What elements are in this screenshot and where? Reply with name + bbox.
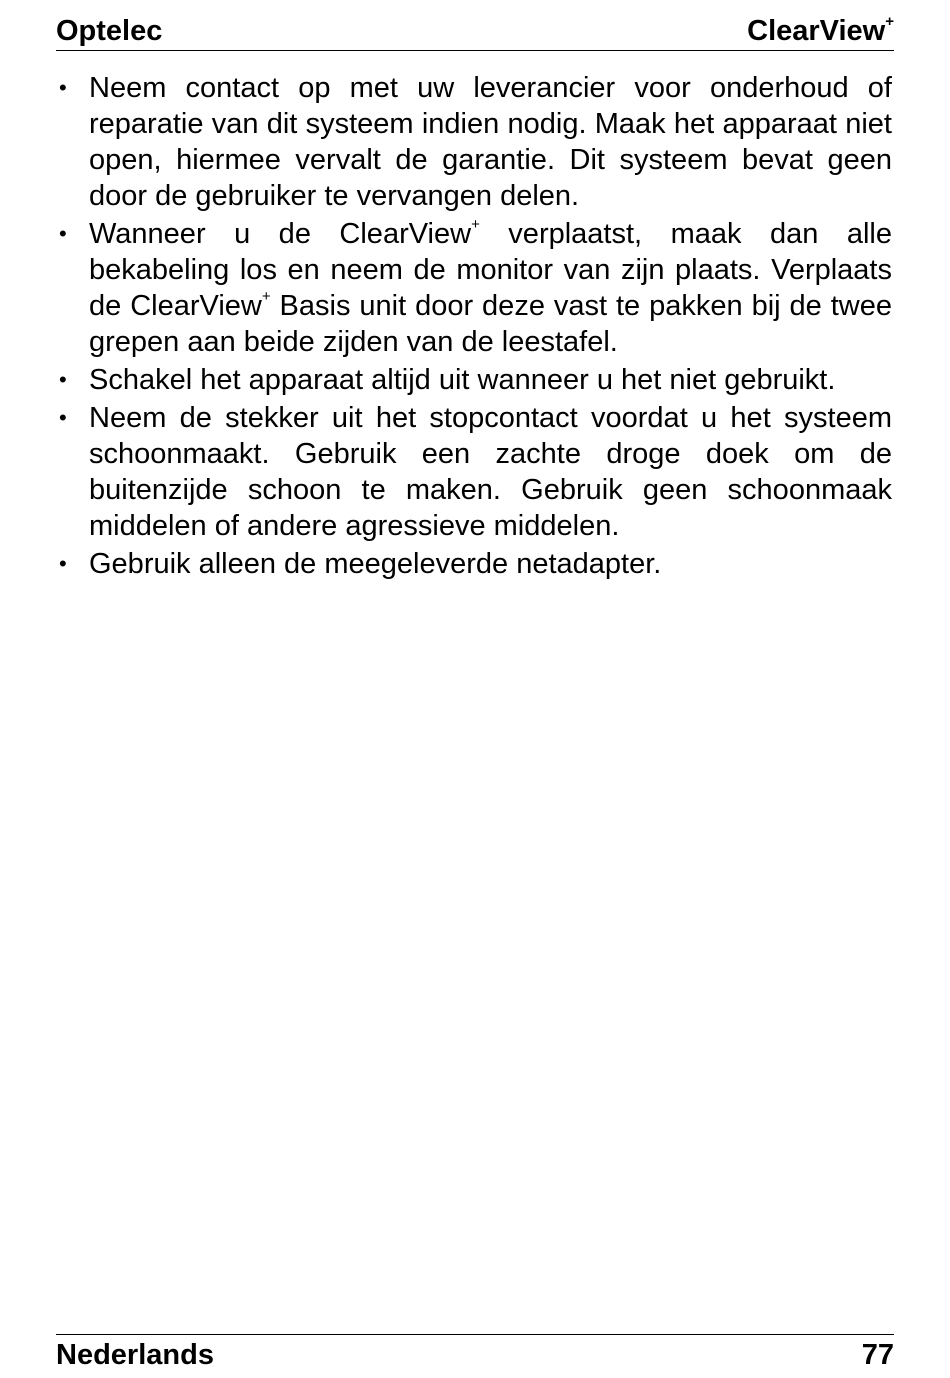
list-item (56, 546, 892, 582)
page-footer (56, 1334, 894, 1375)
page-header (56, 10, 894, 51)
list-item-sup: + (261, 288, 271, 305)
page-number: 77 (861, 1339, 894, 1371)
list-item (56, 70, 892, 214)
list-item (56, 216, 892, 360)
list-item (56, 400, 892, 544)
list-item-text-part: Basis unit door deze vast te pakken bij de twee grepen aan beide zijden van de leestafel. (89, 290, 892, 358)
header-product-name: ClearView (747, 15, 886, 47)
header-product (747, 14, 894, 48)
page-content (56, 70, 892, 584)
list-item-text: Neem de stekker uit het stopcontact voordat u het systeem schoonmaakt. Gebruik een zachte droge doek om de buitenzijde schoon te maken. Gebruik geen schoonmaak middelen of andere agressieve middelen. (89, 402, 892, 542)
list-item-text: Neem contact op met uw leverancier voor onderhoud of reparatie van dit systeem indien nodig. Maak het apparaat niet open, hiermee vervalt de garantie. Dit systeem bevat geen door de gebruiker te vervangen delen. (89, 72, 892, 212)
footer-language: Nederlands (56, 1339, 214, 1371)
bullet-icon: • (59, 551, 67, 576)
bullet-list (56, 70, 892, 582)
header-brand: Optelec (56, 15, 163, 47)
list-item-text (89, 218, 892, 358)
list-item-text-part: Wanneer u de ClearView (89, 218, 472, 250)
list-item (56, 362, 892, 398)
bullet-icon: • (59, 75, 67, 100)
bullet-icon: • (59, 405, 67, 430)
list-item-text: Schakel het apparaat altijd uit wanneer u het niet gebruikt. (89, 364, 836, 396)
bullet-icon: • (59, 221, 67, 246)
header-product-sup: + (885, 13, 894, 30)
list-item-text-part: verplaatst, maak dan alle bekabeling los en neem de monitor van zijn plaats. Verplaats de ClearView (89, 218, 892, 322)
list-item-sup: + (471, 216, 480, 233)
bullet-icon: • (59, 367, 67, 392)
list-item-text: Gebruik alleen de meegeleverde netadapter. (89, 548, 662, 580)
